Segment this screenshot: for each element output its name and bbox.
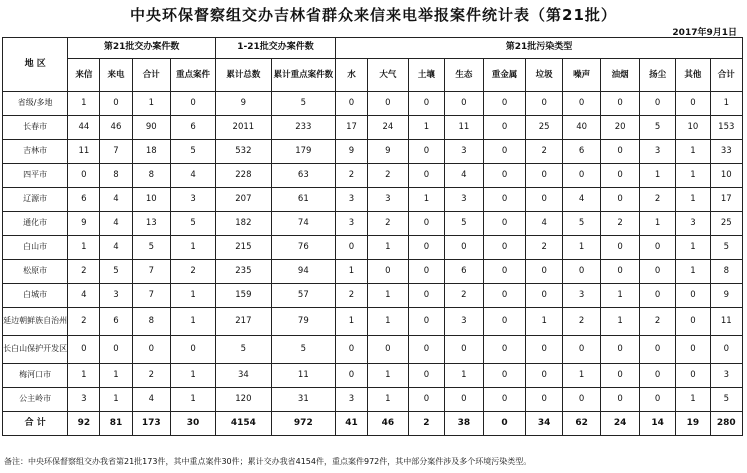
value-cell: 0 [408, 308, 444, 336]
batch21-col-header: 合计 [132, 59, 171, 92]
value-cell: 0 [408, 336, 444, 364]
region-cell: 辽源市 [3, 188, 68, 212]
value-cell: 0 [368, 336, 409, 364]
value-cell: 3 [100, 284, 132, 308]
value-cell: 13 [132, 212, 171, 236]
value-cell: 3 [335, 388, 367, 412]
value-cell: 0 [601, 388, 640, 412]
value-cell: 5 [271, 92, 335, 116]
table-row [3, 116, 743, 140]
value-cell: 1 [171, 308, 216, 336]
value-cell: 0 [526, 188, 562, 212]
region-cell: 通化市 [3, 212, 68, 236]
value-cell: 4 [445, 164, 484, 188]
value-cell: 4 [100, 188, 132, 212]
value-cell: 0 [639, 388, 675, 412]
value-cell: 0 [483, 308, 526, 336]
value-cell: 0 [368, 92, 409, 116]
value-cell: 4 [526, 212, 562, 236]
value-cell: 0 [335, 92, 367, 116]
statistics-table [2, 37, 743, 436]
region-cell: 白山市 [3, 236, 68, 260]
value-cell: 0 [639, 364, 675, 388]
value-cell: 2 [445, 284, 484, 308]
table-row [3, 308, 743, 336]
value-cell: 2 [526, 236, 562, 260]
value-cell: 0 [601, 364, 640, 388]
value-cell: 0 [562, 336, 601, 364]
value-cell: 94 [271, 260, 335, 284]
value-cell: 0 [601, 336, 640, 364]
value-cell: 1 [639, 164, 675, 188]
value-cell: 5 [710, 388, 742, 412]
report-date: 2017年9月1日 [672, 28, 737, 38]
value-cell: 280 [710, 412, 742, 436]
table-row [3, 140, 743, 164]
value-cell: 182 [216, 212, 272, 236]
value-cell: 4 [100, 212, 132, 236]
value-cell: 3 [335, 188, 367, 212]
value-cell: 5 [271, 336, 335, 364]
value-cell: 0 [68, 164, 100, 188]
value-cell: 8 [100, 164, 132, 188]
value-cell: 0 [483, 284, 526, 308]
value-cell: 0 [483, 412, 526, 436]
table-row [3, 388, 743, 412]
value-cell: 0 [526, 284, 562, 308]
value-cell: 0 [526, 164, 562, 188]
value-cell: 1 [676, 388, 710, 412]
value-cell: 0 [483, 188, 526, 212]
table-row [3, 212, 743, 236]
value-cell: 1 [526, 308, 562, 336]
value-cell: 20 [601, 116, 640, 140]
value-cell: 0 [639, 236, 675, 260]
value-cell: 33 [710, 140, 742, 164]
value-cell: 120 [216, 388, 272, 412]
value-cell: 8 [132, 308, 171, 336]
value-cell: 34 [216, 364, 272, 388]
value-cell: 0 [483, 260, 526, 284]
value-cell: 6 [68, 188, 100, 212]
value-cell: 4 [132, 388, 171, 412]
value-cell: 1 [68, 364, 100, 388]
value-cell: 92 [68, 412, 100, 436]
value-cell: 9 [368, 140, 409, 164]
value-cell: 0 [483, 336, 526, 364]
value-cell: 81 [100, 412, 132, 436]
value-cell: 63 [271, 164, 335, 188]
table-row [3, 188, 743, 212]
value-cell: 6 [445, 260, 484, 284]
value-cell: 1 [408, 188, 444, 212]
cumulative-col-header: 累计总数 [216, 59, 272, 92]
value-cell: 0 [483, 140, 526, 164]
value-cell: 0 [526, 92, 562, 116]
value-cell: 31 [271, 388, 335, 412]
value-cell: 25 [710, 212, 742, 236]
value-cell: 38 [445, 412, 484, 436]
value-cell: 1 [639, 212, 675, 236]
value-cell: 1 [676, 164, 710, 188]
value-cell: 0 [483, 212, 526, 236]
value-cell: 1 [171, 236, 216, 260]
value-cell: 2011 [216, 116, 272, 140]
value-cell: 1 [171, 388, 216, 412]
value-cell: 0 [676, 308, 710, 336]
value-cell: 0 [483, 236, 526, 260]
value-cell: 1 [562, 364, 601, 388]
value-cell: 2 [68, 260, 100, 284]
value-cell: 1 [676, 188, 710, 212]
cumulative-group-header: 1-21批交办案件数 [216, 38, 336, 59]
region-cell: 梅河口市 [3, 364, 68, 388]
value-cell: 2 [526, 140, 562, 164]
value-cell: 0 [68, 336, 100, 364]
value-cell: 6 [171, 116, 216, 140]
value-cell: 19 [676, 412, 710, 436]
pollution-col-header: 油烟 [601, 59, 640, 92]
value-cell: 0 [526, 260, 562, 284]
value-cell: 0 [526, 336, 562, 364]
value-cell: 179 [271, 140, 335, 164]
value-cell: 0 [601, 164, 640, 188]
value-cell: 44 [68, 116, 100, 140]
value-cell: 2 [68, 308, 100, 336]
value-cell: 215 [216, 236, 272, 260]
batch21-group-header: 第21批交办案件数 [68, 38, 216, 59]
value-cell: 0 [526, 364, 562, 388]
pollution-col-header: 重金属 [483, 59, 526, 92]
value-cell: 2 [368, 164, 409, 188]
footnote: 备注：中央环保督察组交办我省第21批173件，其中重点案件30件；累计交办我省4154件，重点案件972件，其中部分案件涉及多个环境污染类型。 [4, 457, 532, 466]
value-cell: 0 [710, 336, 742, 364]
value-cell: 0 [526, 388, 562, 412]
value-cell: 24 [601, 412, 640, 436]
value-cell: 1 [68, 236, 100, 260]
value-cell: 10 [676, 116, 710, 140]
value-cell: 0 [601, 236, 640, 260]
value-cell: 3 [68, 388, 100, 412]
value-cell: 0 [639, 92, 675, 116]
value-cell: 79 [271, 308, 335, 336]
value-cell: 5 [562, 212, 601, 236]
pollution-col-header: 噪声 [562, 59, 601, 92]
value-cell: 61 [271, 188, 335, 212]
pollution-col-header: 大气 [368, 59, 409, 92]
pollution-col-header: 扬尘 [639, 59, 675, 92]
value-cell: 0 [408, 212, 444, 236]
value-cell: 8 [132, 164, 171, 188]
region-cell: 吉林市 [3, 140, 68, 164]
value-cell: 10 [132, 188, 171, 212]
value-cell: 0 [483, 364, 526, 388]
value-cell: 18 [132, 140, 171, 164]
value-cell: 0 [408, 284, 444, 308]
value-cell: 3 [445, 140, 484, 164]
value-cell: 7 [132, 284, 171, 308]
value-cell: 0 [483, 92, 526, 116]
total-label: 合 计 [3, 412, 68, 436]
value-cell: 3 [335, 212, 367, 236]
value-cell: 5 [100, 260, 132, 284]
value-cell: 0 [445, 92, 484, 116]
batch21-col-header: 重点案件 [171, 59, 216, 92]
region-cell: 省级/多地 [3, 92, 68, 116]
value-cell: 1 [132, 92, 171, 116]
value-cell: 1 [676, 260, 710, 284]
region-cell: 松原市 [3, 260, 68, 284]
value-cell: 5 [171, 212, 216, 236]
value-cell: 0 [368, 260, 409, 284]
value-cell: 2 [368, 212, 409, 236]
value-cell: 34 [526, 412, 562, 436]
value-cell: 9 [710, 284, 742, 308]
value-cell: 0 [676, 284, 710, 308]
value-cell: 233 [271, 116, 335, 140]
value-cell: 0 [601, 188, 640, 212]
value-cell: 0 [100, 336, 132, 364]
cumulative-col-header: 累计重点案件数 [271, 59, 335, 92]
value-cell: 0 [335, 236, 367, 260]
value-cell: 7 [132, 260, 171, 284]
value-cell: 25 [526, 116, 562, 140]
pollution-col-header: 合计 [710, 59, 742, 92]
value-cell: 153 [710, 116, 742, 140]
value-cell: 6 [562, 140, 601, 164]
value-cell: 1 [368, 308, 409, 336]
value-cell: 1 [368, 236, 409, 260]
table-row [3, 364, 743, 388]
value-cell: 0 [335, 364, 367, 388]
value-cell: 1 [171, 364, 216, 388]
value-cell: 6 [100, 308, 132, 336]
value-cell: 0 [601, 260, 640, 284]
value-cell: 0 [676, 364, 710, 388]
value-cell: 4154 [216, 412, 272, 436]
value-cell: 0 [445, 388, 484, 412]
value-cell: 7 [100, 140, 132, 164]
value-cell: 46 [100, 116, 132, 140]
value-cell: 0 [676, 336, 710, 364]
value-cell: 10 [710, 164, 742, 188]
value-cell: 1 [368, 388, 409, 412]
value-cell: 1 [445, 364, 484, 388]
value-cell: 0 [483, 116, 526, 140]
value-cell: 0 [562, 164, 601, 188]
region-cell: 白城市 [3, 284, 68, 308]
value-cell: 2 [639, 308, 675, 336]
value-cell: 30 [171, 412, 216, 436]
pollution-group-header: 第21批污染类型 [335, 38, 742, 59]
value-cell: 4 [100, 236, 132, 260]
value-cell: 9 [216, 92, 272, 116]
value-cell: 2 [601, 212, 640, 236]
value-cell: 0 [171, 336, 216, 364]
value-cell: 0 [601, 140, 640, 164]
value-cell: 1 [335, 308, 367, 336]
pollution-col-header: 其他 [676, 59, 710, 92]
pollution-col-header: 生态 [445, 59, 484, 92]
value-cell: 90 [132, 116, 171, 140]
value-cell: 0 [562, 260, 601, 284]
value-cell: 0 [639, 336, 675, 364]
value-cell: 0 [601, 92, 640, 116]
value-cell: 3 [171, 188, 216, 212]
value-cell: 8 [710, 260, 742, 284]
value-cell: 0 [408, 388, 444, 412]
value-cell: 228 [216, 164, 272, 188]
value-cell: 2 [639, 188, 675, 212]
value-cell: 40 [562, 116, 601, 140]
value-cell: 972 [271, 412, 335, 436]
value-cell: 4 [562, 188, 601, 212]
region-cell: 四平市 [3, 164, 68, 188]
value-cell: 11 [68, 140, 100, 164]
region-cell: 公主岭市 [3, 388, 68, 412]
region-cell: 延边朝鲜族自治州 [3, 308, 68, 336]
table-row [3, 260, 743, 284]
value-cell: 5 [216, 336, 272, 364]
column-header-row [3, 59, 743, 92]
value-cell: 4 [171, 164, 216, 188]
value-cell: 3 [710, 364, 742, 388]
value-cell: 1 [562, 236, 601, 260]
batch21-col-header: 来电 [100, 59, 132, 92]
value-cell: 0 [639, 284, 675, 308]
value-cell: 1 [368, 364, 409, 388]
value-cell: 5 [639, 116, 675, 140]
table-body [3, 92, 743, 436]
region-cell: 长春市 [3, 116, 68, 140]
value-cell: 4 [68, 284, 100, 308]
value-cell: 0 [483, 388, 526, 412]
value-cell: 0 [562, 92, 601, 116]
value-cell: 2 [132, 364, 171, 388]
value-cell: 3 [676, 212, 710, 236]
total-row [3, 412, 743, 436]
value-cell: 0 [132, 336, 171, 364]
table-row [3, 284, 743, 308]
value-cell: 0 [408, 140, 444, 164]
value-cell: 0 [335, 336, 367, 364]
value-cell: 2 [408, 412, 444, 436]
value-cell: 3 [639, 140, 675, 164]
value-cell: 1 [171, 284, 216, 308]
value-cell: 0 [100, 92, 132, 116]
value-cell: 0 [562, 388, 601, 412]
report-title: 中央环保督察组交办吉林省群众来信来电举报案件统计表（第21批） [130, 6, 617, 24]
value-cell: 5 [171, 140, 216, 164]
value-cell: 62 [562, 412, 601, 436]
value-cell: 0 [408, 364, 444, 388]
value-cell: 532 [216, 140, 272, 164]
value-cell: 5 [710, 236, 742, 260]
value-cell: 173 [132, 412, 171, 436]
value-cell: 0 [408, 236, 444, 260]
value-cell: 1 [601, 308, 640, 336]
value-cell: 1 [335, 260, 367, 284]
value-cell: 3 [562, 284, 601, 308]
pollution-col-header: 水 [335, 59, 367, 92]
value-cell: 3 [445, 308, 484, 336]
value-cell: 1 [368, 284, 409, 308]
value-cell: 2 [171, 260, 216, 284]
value-cell: 14 [639, 412, 675, 436]
region-header: 地 区 [3, 38, 68, 92]
value-cell: 1 [100, 388, 132, 412]
value-cell: 57 [271, 284, 335, 308]
table-row [3, 92, 743, 116]
value-cell: 1 [676, 236, 710, 260]
table-row [3, 164, 743, 188]
batch21-col-header: 来信 [68, 59, 100, 92]
value-cell: 0 [445, 236, 484, 260]
value-cell: 0 [408, 92, 444, 116]
value-cell: 2 [335, 284, 367, 308]
region-cell: 长白山保护开发区 [3, 336, 68, 364]
value-cell: 74 [271, 212, 335, 236]
value-cell: 11 [271, 364, 335, 388]
value-cell: 76 [271, 236, 335, 260]
value-cell: 24 [368, 116, 409, 140]
table-row [3, 236, 743, 260]
value-cell: 1 [710, 92, 742, 116]
value-cell: 5 [445, 212, 484, 236]
value-cell: 2 [562, 308, 601, 336]
pollution-col-header: 垃圾 [526, 59, 562, 92]
value-cell: 3 [368, 188, 409, 212]
value-cell: 9 [68, 212, 100, 236]
value-cell: 11 [445, 116, 484, 140]
value-cell: 17 [710, 188, 742, 212]
value-cell: 0 [171, 92, 216, 116]
table-row [3, 336, 743, 364]
value-cell: 2 [335, 164, 367, 188]
value-cell: 217 [216, 308, 272, 336]
value-cell: 5 [132, 236, 171, 260]
value-cell: 1 [601, 284, 640, 308]
value-cell: 0 [408, 164, 444, 188]
value-cell: 46 [368, 412, 409, 436]
value-cell: 1 [408, 116, 444, 140]
value-cell: 0 [639, 260, 675, 284]
value-cell: 1 [676, 140, 710, 164]
value-cell: 11 [710, 308, 742, 336]
value-cell: 159 [216, 284, 272, 308]
value-cell: 1 [68, 92, 100, 116]
value-cell: 0 [408, 260, 444, 284]
value-cell: 0 [483, 164, 526, 188]
value-cell: 235 [216, 260, 272, 284]
value-cell: 17 [335, 116, 367, 140]
value-cell: 9 [335, 140, 367, 164]
value-cell: 0 [445, 336, 484, 364]
pollution-col-header: 土壤 [408, 59, 444, 92]
value-cell: 41 [335, 412, 367, 436]
value-cell: 207 [216, 188, 272, 212]
value-cell: 3 [445, 188, 484, 212]
value-cell: 0 [676, 92, 710, 116]
value-cell: 1 [100, 364, 132, 388]
